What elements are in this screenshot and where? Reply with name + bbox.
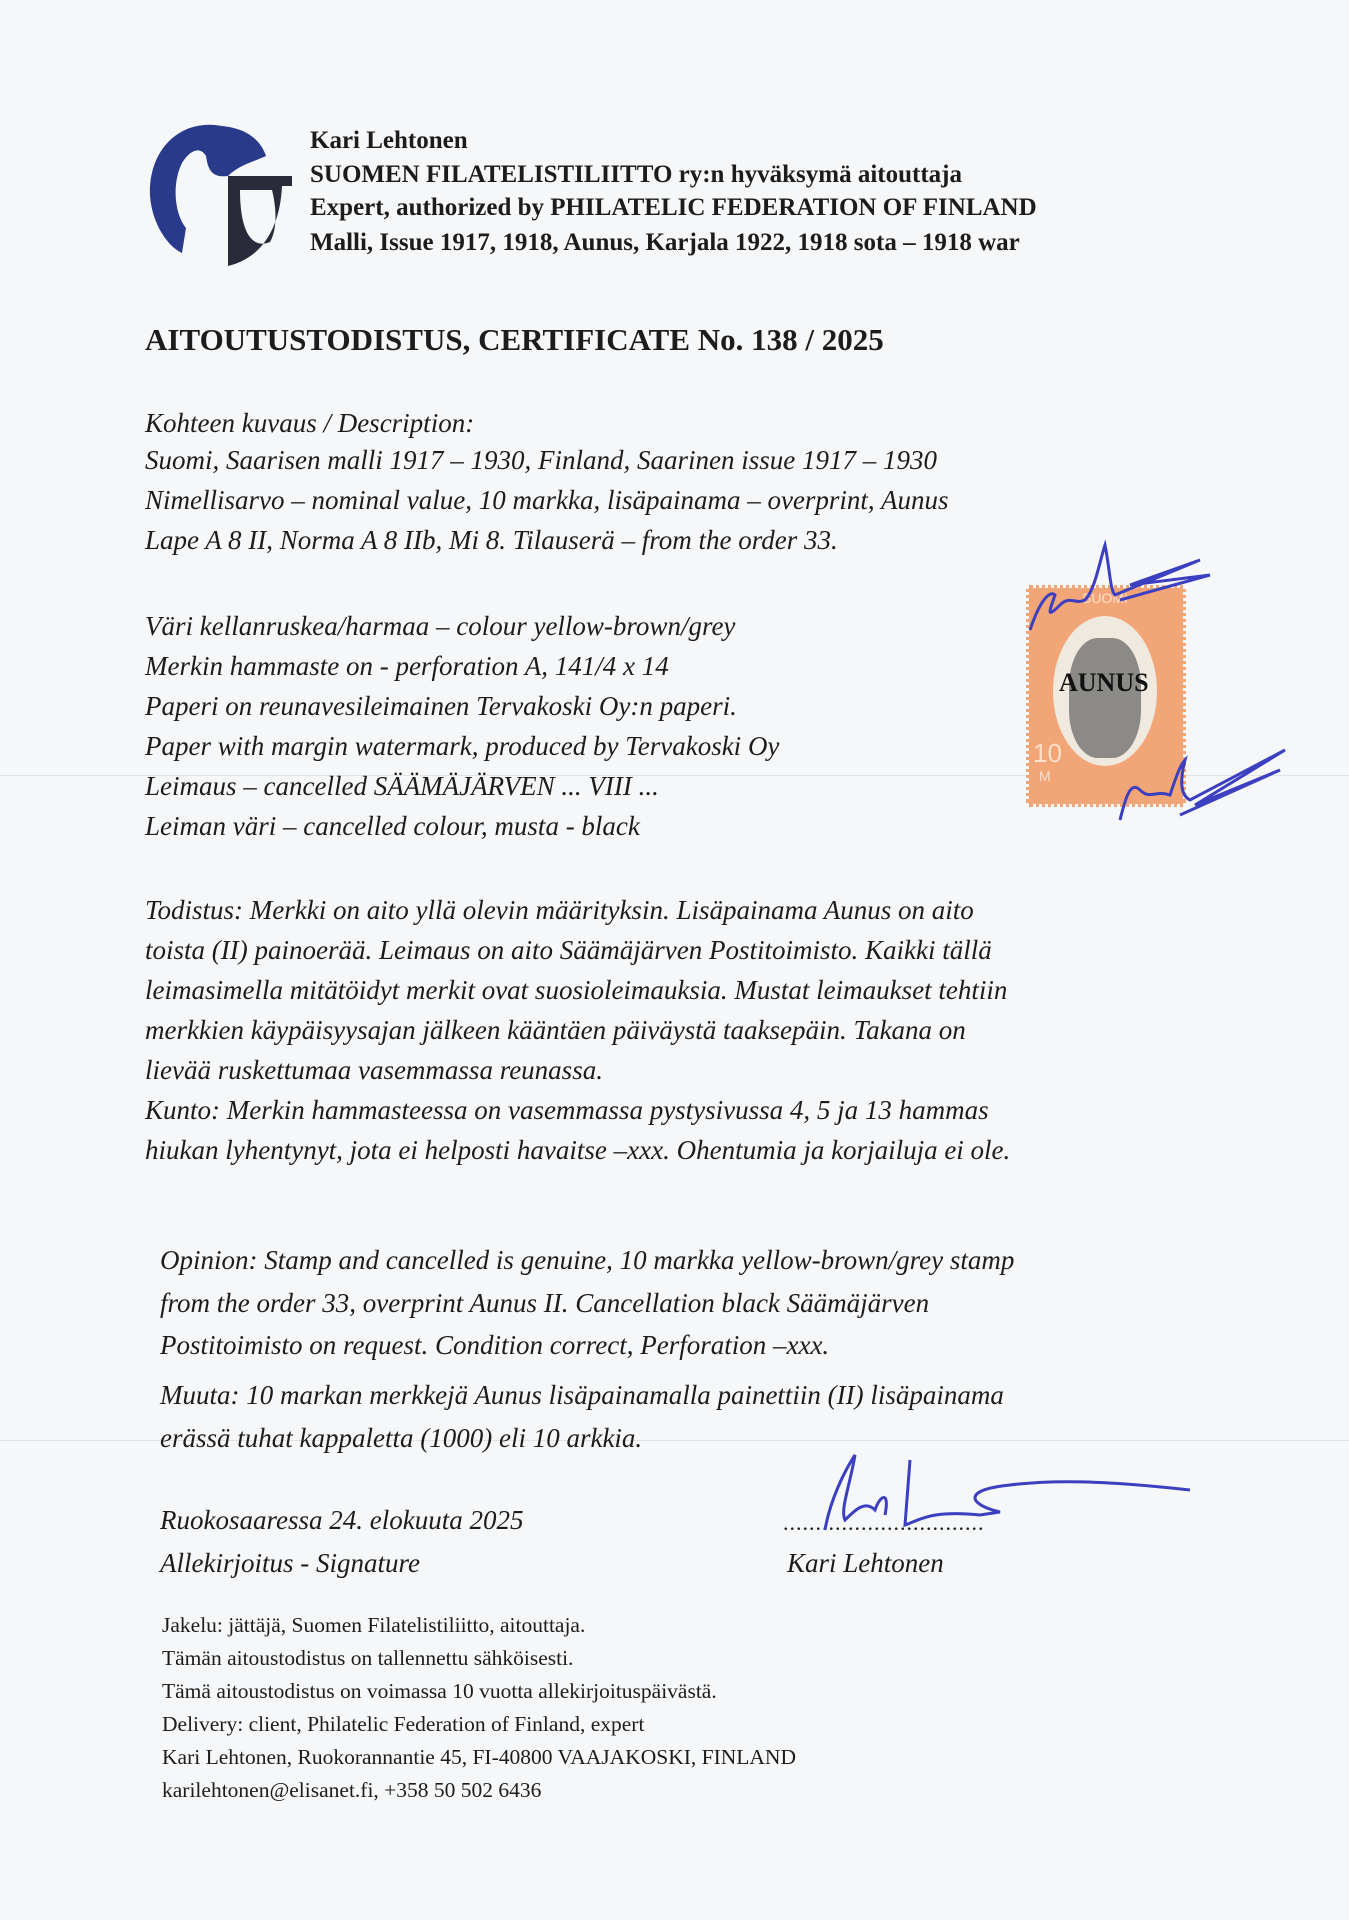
signature-line: ............................... xyxy=(783,1510,985,1535)
footer-line: Tämän aitoustodistus on tallennettu sähköisesti. xyxy=(162,1646,574,1670)
todistus-line: merkkien käypäisyysajan jälkeen kääntäen päiväystä taaksepäin. Takana on xyxy=(145,1015,966,1045)
muuta-line: erässä tuhat kappaletta (1000) eli 10 arkkia. xyxy=(160,1423,643,1453)
stamp-country: SUOMI xyxy=(1082,590,1128,606)
footer-line: Tämä aitoustodistus on voimassa 10 vuotta allekirjoituspäivästä. xyxy=(162,1679,717,1703)
header-line: Malli, Issue 1917, 1918, Aunus, Karjala 1922, 1918 sota – 1918 war xyxy=(310,229,1020,256)
description-line: Nimellisarvo – nominal value, 10 markka, lisäpainama – overprint, Aunus xyxy=(145,485,949,515)
certificate-title: AITOUTUSTODISTUS, CERTIFICATE No. 138 / 2025 xyxy=(145,322,884,357)
place-date: Ruokosaaressa 24. elokuuta 2025 xyxy=(160,1505,524,1535)
todistus-line: leimasimella mitätöidyt merkit ovat suosioleimauksia. Mustat leimaukset tehtiin xyxy=(145,975,1008,1005)
opinion-line: Postitoimisto on request. Condition correct, Perforation –xxx. xyxy=(160,1330,830,1360)
todistus-line: Todistus: Merkki on aito yllä olevin määrityksin. Lisäpainama Aunus on aito xyxy=(145,895,974,925)
footer-contact: karilehtonen@elisanet.fi, +358 50 502 6436 xyxy=(162,1778,542,1802)
todistus-line: lievää ruskettumaa vasemmassa reunassa. xyxy=(145,1055,603,1085)
footer-address: Kari Lehtonen, Ruokorannantie 45, FI-40800 VAAJAKOSKI, FINLAND xyxy=(162,1745,796,1769)
stamp-unit: M xyxy=(1039,768,1051,784)
signature-label: Allekirjoitus - Signature xyxy=(160,1548,420,1578)
footer-line: Delivery: client, Philatelic Federation of Finland, expert xyxy=(162,1712,645,1736)
details-line: Väri kellanruskea/harmaa – colour yellow-brown/grey xyxy=(145,611,736,641)
expert-initials-signature xyxy=(1000,520,1290,860)
footer-line: Jakelu: jättäjä, Suomen Filatelistiliitto, aitouttaja. xyxy=(162,1613,586,1637)
description-line: Lape A 8 II, Norma A 8 IIb, Mi 8. Tilauserä – from the order 33. xyxy=(145,525,838,555)
opinion-line: from the order 33, overprint Aunus II. Cancellation black Säämäjärven xyxy=(160,1288,930,1318)
details-line: Paper with margin watermark, produced by Tervakoski Oy xyxy=(145,731,780,761)
header-line: Expert, authorized by PHILATELIC FEDERATION OF FINLAND xyxy=(310,194,1037,221)
details-line: Leimaus – cancelled SÄÄMÄJÄRVEN ... VIII ... xyxy=(145,771,659,801)
description-line: Suomi, Saarisen malli 1917 – 1930, Finland, Saarinen issue 1917 – 1930 xyxy=(145,445,937,475)
details-line: Paperi on reunavesileimainen Tervakoski Oy:n paperi. xyxy=(145,691,737,721)
todistus-line: hiukan lyhentynyt, jota ei helposti havaitse –xxx. Ohentumia ja korjailuja ei ole. xyxy=(145,1135,1011,1165)
description-line: Kohteen kuvaus / Description: xyxy=(145,408,475,438)
opinion-line: Opinion: Stamp and cancelled is genuine, 10 markka yellow-brown/grey stamp xyxy=(160,1245,1015,1275)
muuta-line: Muuta: 10 markan merkkejä Aunus lisäpainamalla painettiin (II) lisäpainama xyxy=(160,1380,1004,1410)
stamp-overprint: AUNUS xyxy=(1059,668,1149,697)
handwritten-signature xyxy=(780,1440,1200,1540)
todistus-line: Kunto: Merkin hammasteessa on vasemmassa pystysivussa 4, 5 ja 13 hammas xyxy=(145,1095,989,1125)
todistus-line: toista (II) painoerää. Leimaus on aito Säämäjärven Postitoimisto. Kaikki tällä xyxy=(145,935,992,965)
details-line: Merkin hammaste on - perforation A, 141/4 x 14 xyxy=(145,651,669,681)
federation-logo xyxy=(142,118,302,268)
stamp-value: 10 xyxy=(1033,738,1062,768)
details-line: Leiman väri – cancelled colour, musta - black xyxy=(145,811,640,841)
header-line: SUOMEN FILATELISTILIITTO ry:n hyväksymä aitouttaja xyxy=(310,161,962,188)
signer-name: Kari Lehtonen xyxy=(787,1548,944,1578)
expert-name: Kari Lehtonen xyxy=(310,127,468,154)
